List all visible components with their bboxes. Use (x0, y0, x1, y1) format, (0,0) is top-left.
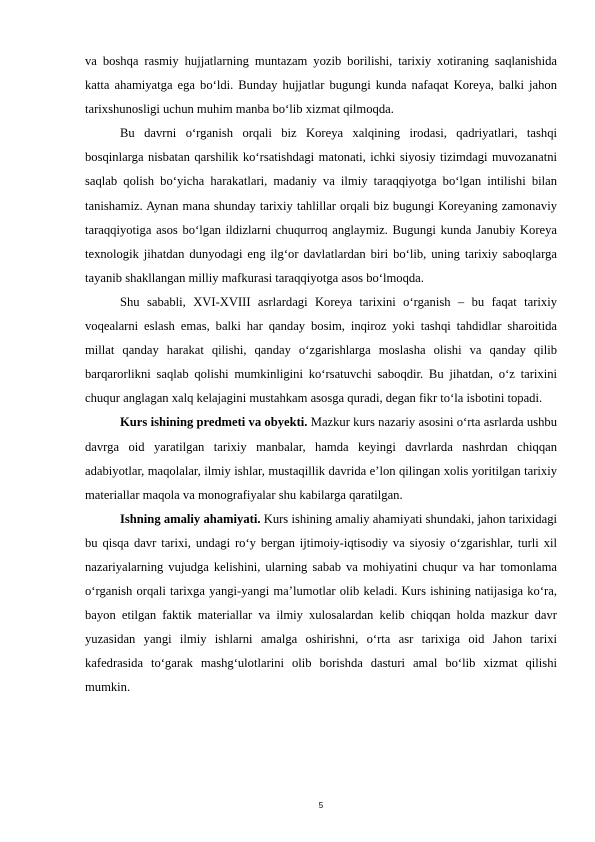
paragraph-text: Bu davrni o‘rganish orqali biz Koreya xalqining irodasi, qadriyatlari, tashqi bosqinlarga nisbatan qarshilik ko‘rsatishdagi matonati, ichki siyosiy tizimdagi muvozanatni saqlab qolish bo‘yicha harakatlari, madaniy va ilmiy taraqqiyotga bo‘lgan intilishi bilan tanishamiz. Aynan mana shunday tarixiy tahlillar orqali biz bugungi Koreyaning zamonaviy taraqqiyotiga asos bo‘lgan ildizlarni chuqurroq anglaymiz. Bugungi kunda Janubiy Koreya texnologik jihatdan dunyodagi eng ilg‘or davlatlardan biri bo‘lib, uning tarixiy saboqlarga tayanib shakllangan milliy mafkurasi taraqqiyotga asos bo‘lmoqda. (85, 126, 557, 285)
paragraph-text: Mazkur kurs nazariy asosini o‘rta asrlarda ushbu davrga oid yaratilgan tarixiy manbalar, hamda keyingi davrlarda nashrdan chiqqan adabiyotlar, maqolalar, ilmiy ishlar, mustaqillik davrida e’lon qilingan xolis yoritilgan tarixiy materiallar maqola va monografiyalar shu kabilarga qaratilgan. (85, 415, 558, 502)
paragraph-text: Kurs ishining amaliy ahamiyati shundaki, jahon tarixidagi bu qisqa davr tarixi, undagi ro‘y bergan ijtimoiy-iqtisodiy va siyosiy o‘zgarishlar, turli xil nazariyalarning vujudga kelishini, ularning sabab va mohiyatini chuqur va har tomonlama o‘rganish orqali tarixga yangi-yangi ma’lumotlar olib keladi. Kurs ishining natijasiga ko‘ra, bayon etilgan faktik materiallar va ilmiy xulosalardan kelib chiqqan holda mazkur davr yuzasidan yangi ilmiy ishlarni amalga oshirishni, o‘rta asr tarixiga oid Jahon tarixi kafedrasida to‘garak mashg‘ulotlarini olib borishda dasturi amal bo‘lib xizmat qilishi mumkin. (85, 511, 557, 695)
paragraph-continuation (85, 49, 557, 121)
paragraph-text: Shu sababli, XVI-XVIII asrlardagi Koreya tarixini o‘rganish – bu faqat tarixiy voqealarni eslash emas, balki har qanday bosim, inqiroz yoki tashqi tahdidlar sharoitida millat qanday harakat qilishi, qanday o‘zgarishlarga moslasha olishi va qanday qilib barqarorlikni saqlab qolishi mumkinligini ko‘rsatuvchi saboqdir. Bu jihatdan, o‘z tarixini chuqur anglagan xalq kelajagini mustahkam asosga quradi, degan fikr to‘la isbotini topadi. (85, 294, 557, 406)
paragraph-reason (85, 290, 557, 410)
paragraph-practical-significance (85, 507, 557, 700)
section-lead-heading: Ishning amaliy ahamiyati. (120, 511, 261, 526)
paragraph-subject-object (85, 410, 557, 506)
paragraph-text: va boshqa rasmiy hujjatlarning muntazam yozib borilishi, tarixiy xotiraning saqlanishida katta ahamiyatga ega bo‘ldi. Bunday hujjatlar bugungi kunda nafaqat Koreya, balki jahon tarixshunosligi uchun muhim manba bo‘lib xizmat qilmoqda. (85, 54, 557, 117)
paragraph-korea-study (85, 121, 557, 290)
section-lead-heading: Kurs ishining predmeti va obyekti. (120, 415, 308, 430)
document-page (85, 49, 558, 810)
page-number: 5 (318, 801, 324, 810)
